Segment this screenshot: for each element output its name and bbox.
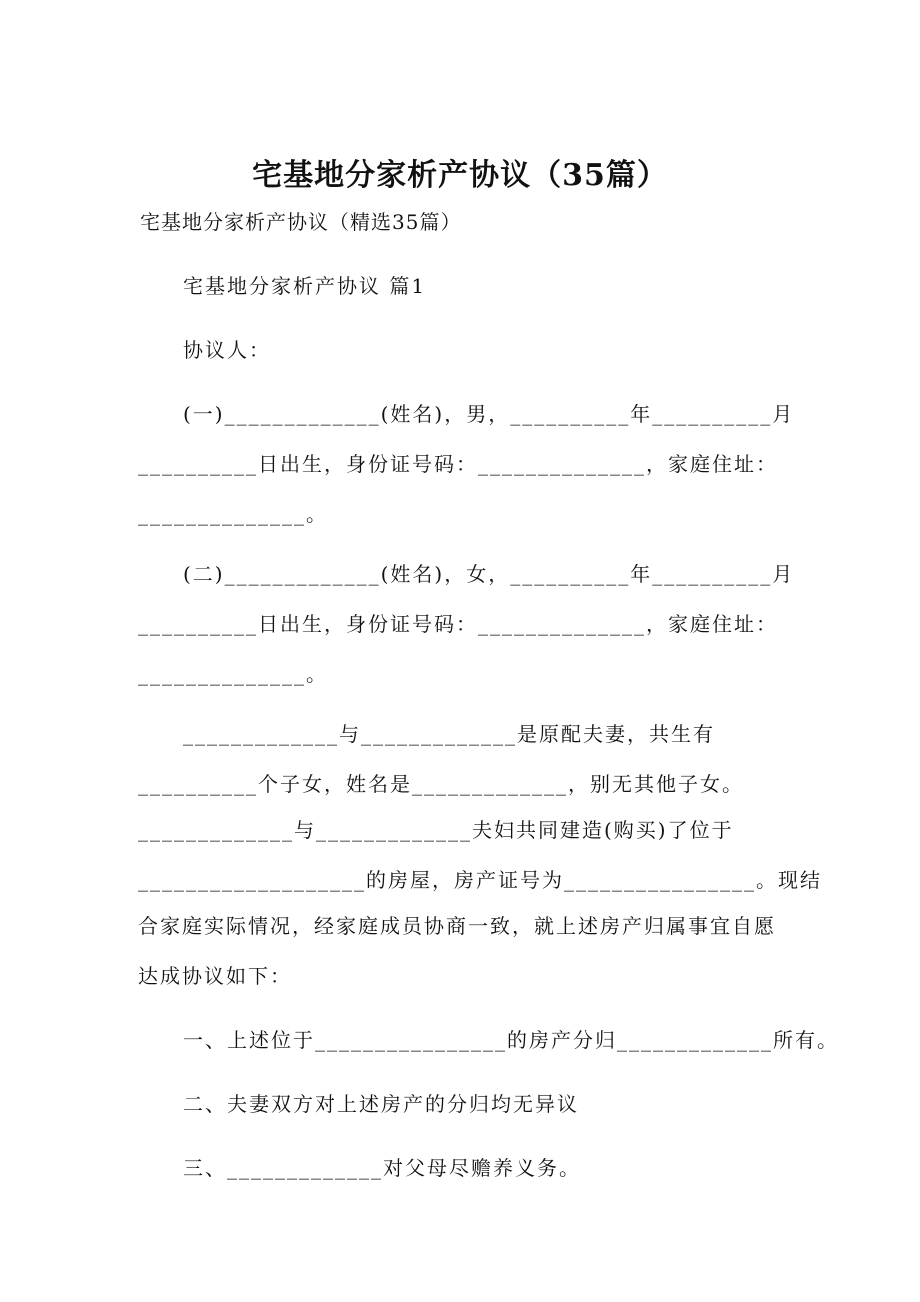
document-subtitle: 宅基地分家析产协议（精选35篇） (140, 210, 462, 234)
paragraph-line: ______________。 (138, 662, 328, 686)
paragraph-line: (二)_____________(姓名)，女，__________年__________月 (183, 562, 795, 586)
paragraph-line: 达成协议如下： (138, 964, 292, 988)
paragraph-line: 一、上述位于________________的房产分归_____________所有。 (183, 1028, 839, 1052)
paragraph-line: __________个子女，姓名是_____________，别无其他子女。 (138, 772, 744, 796)
paragraph-line: 三、_____________对父母尽赡养义务。 (183, 1156, 581, 1180)
section-heading: 宅基地分家析产协议 篇1 (183, 274, 427, 298)
paragraph-line: __________日出生，身份证号码：______________，家庭住址： (138, 452, 778, 476)
paragraph-line: ___________________的房屋，房产证号为________________。现结 (138, 868, 822, 892)
paragraph-line: (一)_____________(姓名)，男，__________年__________月 (183, 402, 795, 426)
paragraph-line: 合家庭实际情况，经家庭成员协商一致，就上述房产归属事宜自愿 (138, 914, 776, 938)
paragraph-line: 协议人： (183, 338, 271, 362)
paragraph-line: _____________与_____________是原配夫妻，共生有 (183, 722, 715, 746)
paragraph-line: _____________与_____________夫妇共同建造(购买)了位于 (138, 818, 734, 842)
paragraph-line: __________日出生，身份证号码：______________，家庭住址： (138, 612, 778, 636)
document-title: 宅基地分家析产协议（35篇） (252, 158, 668, 193)
paragraph-line: ______________。 (138, 502, 328, 526)
paragraph-line: 二、夫妻双方对上述房产的分归均无异议 (183, 1092, 579, 1116)
